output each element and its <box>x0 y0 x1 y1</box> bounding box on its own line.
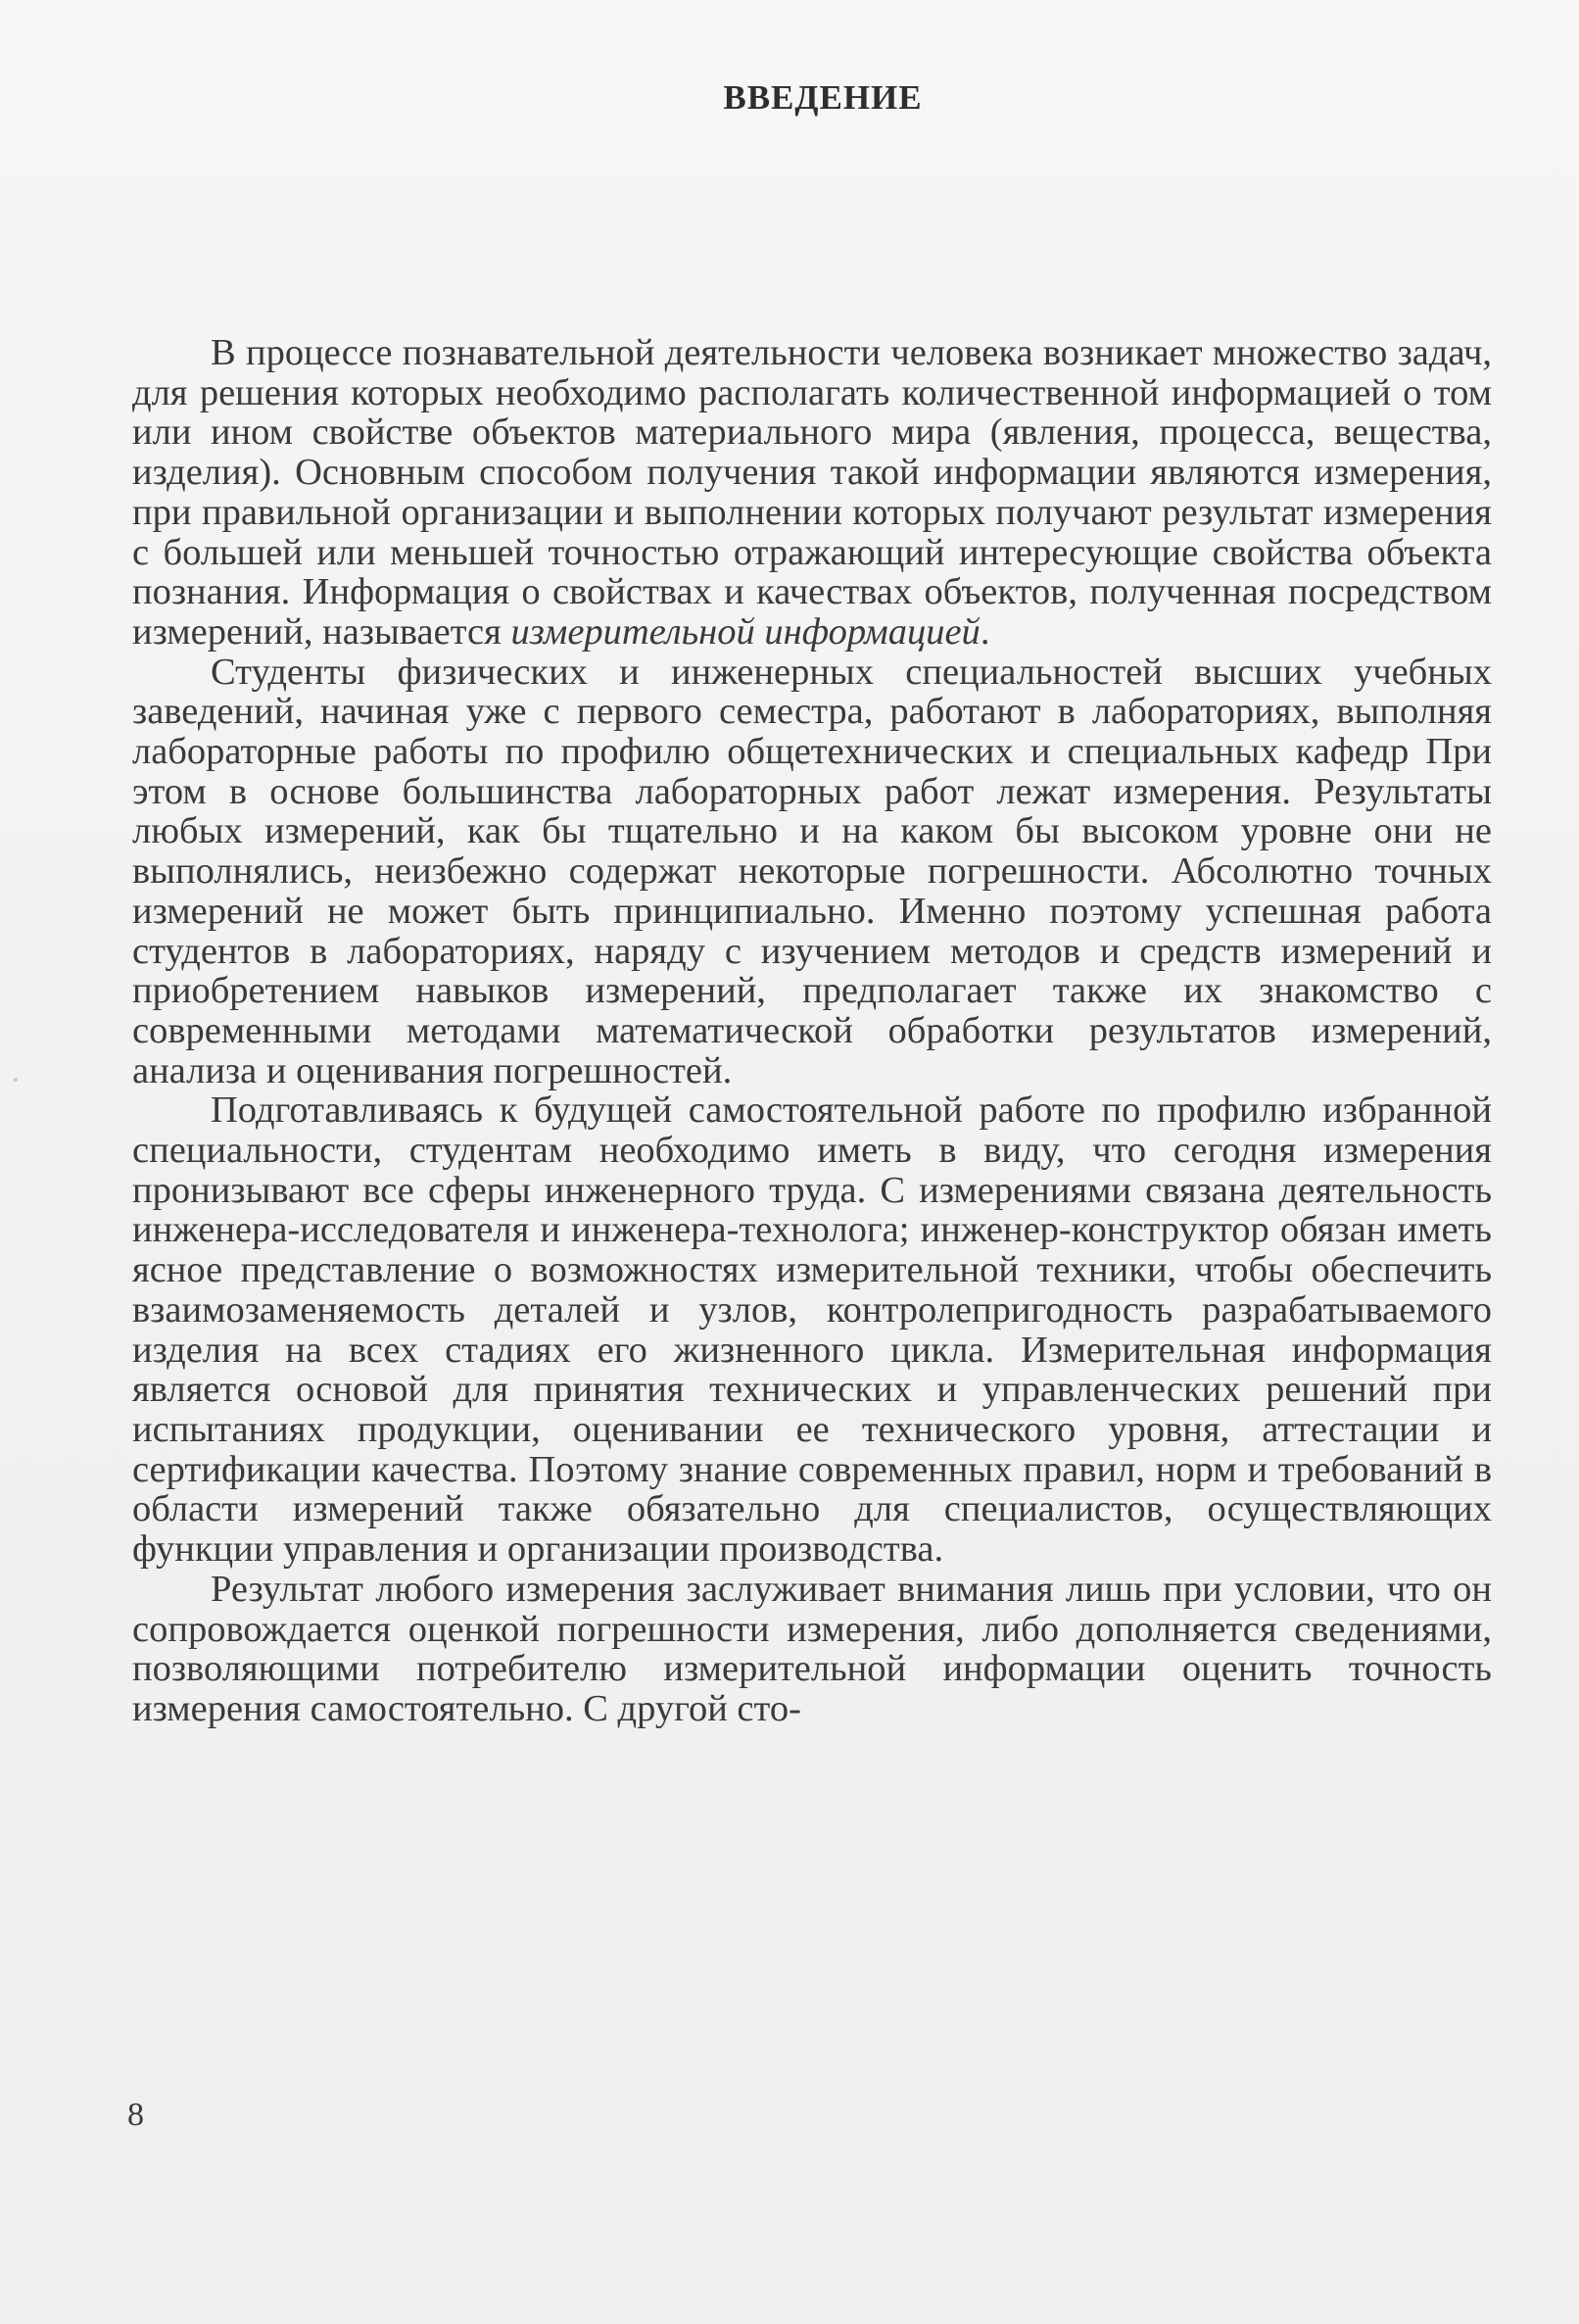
body-text <box>132 333 1492 1729</box>
page-number: 8 <box>127 2097 144 2133</box>
paragraph-4: Результат любого измерения заслуживает внимания лишь при условии, что он сопровождается оценкой погрешности измерения, либо дополняется сведениями, позволяющими потребителю измерительной информации оценить точность измерения самостоятельно. С другой сто- <box>132 1568 1492 1729</box>
paragraph-3: Подготавливаясь к будущей самостоятельной работе по профилю избранной специальности, студентам необходимо иметь в виду, что сегодня измерения пронизывают все сферы инженерного труда. С измерениями связана деятельность инженера-исследователя и инженера-технолога; инженер-конструктор обязан иметь ясное представление о возможностях измерительной техники, чтобы обеспечить взаимозаменяемость деталей и узлов, контролепригодность разрабатываемого изделия на всех стадиях его жизненного цикла. Измерительная информация является основой для принятия технических и управленческих решений при испытаниях продукции, оценивании ее технического уровня, аттестации и сертификации качества. Поэтому знание современных правил, норм и требований в области измерений также обязательно для специалистов, осуществляющих функции управления и организации производства. <box>132 1089 1492 1571</box>
scan-speck <box>14 1078 18 1082</box>
paragraph-1 <box>132 333 1492 653</box>
paragraph-1-emphasis: измерительной информацией <box>510 610 981 653</box>
paragraph-2: Студенты физических и инженерных специальностей высших учебных заведений, начиная уже с первого семестра, работают в лабораториях, выполняя лабораторные работы по профилю общетехнических и специальных кафедр При этом в основе большинства лабораторных работ лежат измерения. Результаты любых измерений, как бы тщательно и на каком бы высоком уровне они не выполнялись, неизбежно содержат некоторые погрешности. Абсолютно точных измерений не может быть принципиально. Именно поэтому успешная работа студентов в лабораториях, наряду с изучением методов и средств измерений и приобретением навыков измерений, предполагает также их знакомство с современными методами математической обработки результатов измерений, анализа и оценивания погрешностей. <box>132 651 1492 1091</box>
paragraph-1-tail: . <box>980 610 990 653</box>
paragraph-1-text: В процессе познавательной деятельности человека возникает множество задач, для решения которых необходимо располагать количественной информацией о том или ином свойстве объектов материального мира (явления, процесса, вещества, изделия). Основным способом получения такой информации являются измерения, при правильной организации и выполнении которых получают результат измерения с большей или меньшей точностью отражающий интересующие свойства объекта познания. Информация о свойствах и качествах объектов, полученная посредством измерений, называется <box>132 332 1492 653</box>
page-heading: ВВЕДЕНИЕ <box>723 78 923 117</box>
